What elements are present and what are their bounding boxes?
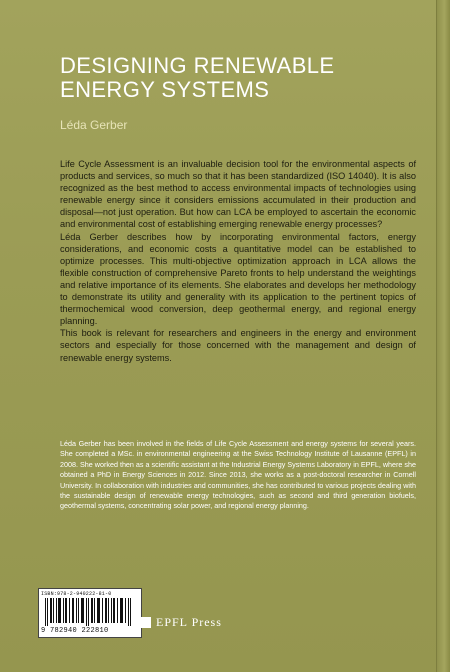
book-author: Léda Gerber [60,118,128,132]
publisher-logo-icon [141,617,151,628]
barcode-icon [45,598,135,626]
blurb-paragraph-3: This book is relevant for researchers and engineers in the energy and environment sectors and especially for those concerned with the management and design of renewable energy systems. [60,328,416,363]
isbn-text: ISBN:978-2-940222-81-0 [41,591,112,597]
spine-edge [436,0,450,672]
spine-divider [436,0,437,672]
book-blurb [60,158,416,364]
ean-number: 9 782940 222810 [41,627,109,635]
publisher-name: EPFL Press [156,615,222,629]
book-title: DESIGNING RENEWABLE ENERGY SYSTEMS [60,53,335,102]
blurb-paragraph-1: Life Cycle Assessment is an invaluable decision tool for the environmental aspects of products and services, so much so that it has been standardized (ISO 14040). It is also recognized as the best method to access environmental impacts of technologies using renewable energy since it considers emissions accumulated in their production and disposal—not just operation. But how can LCA be employed to ascertain the economic and environmental cost of establishing emerging renewable energy processes? [60,159,416,230]
author-bio: Léda Gerber has been involved in the fields of Life Cycle Assessment and energy systems for several years. She completed a MSc. in environmental engineering at the Swiss Technology Institute of Lausanne (EPFL) in 2008. She worked then as a scientific assistant at the Industrial Energy Systems Laboratory in EPFL, where she obtained a PhD in Energy Sciences in 2012. Since 2013, she works as a post-doctoral researcher in Cornell University. In collaboration with industries and communities, she has contributed to various projects dealing with the sustainable design of renewable energy technologies, such as second and third generation biofuels, geothermal systems, concentrating solar power, and regional energy planning. [60,439,416,511]
blurb-paragraph-2: Léda Gerber describes how by incorporating environmental factors, energy considerations, and economic costs a quantitative model can be established to optimize processes. This multi-objective optimization approach in LCA allows the flexible construction of comprehensive Pareto fronts to help understand the weightings and relative importance of its elements. She elaborates and develops her methodology to demonstrate its utility and generality with its application to the pertinent topics of thermochemical wood conversion, deep geothermal energy, and regional energy planning. [60,231,416,327]
barcode-label [38,588,142,638]
